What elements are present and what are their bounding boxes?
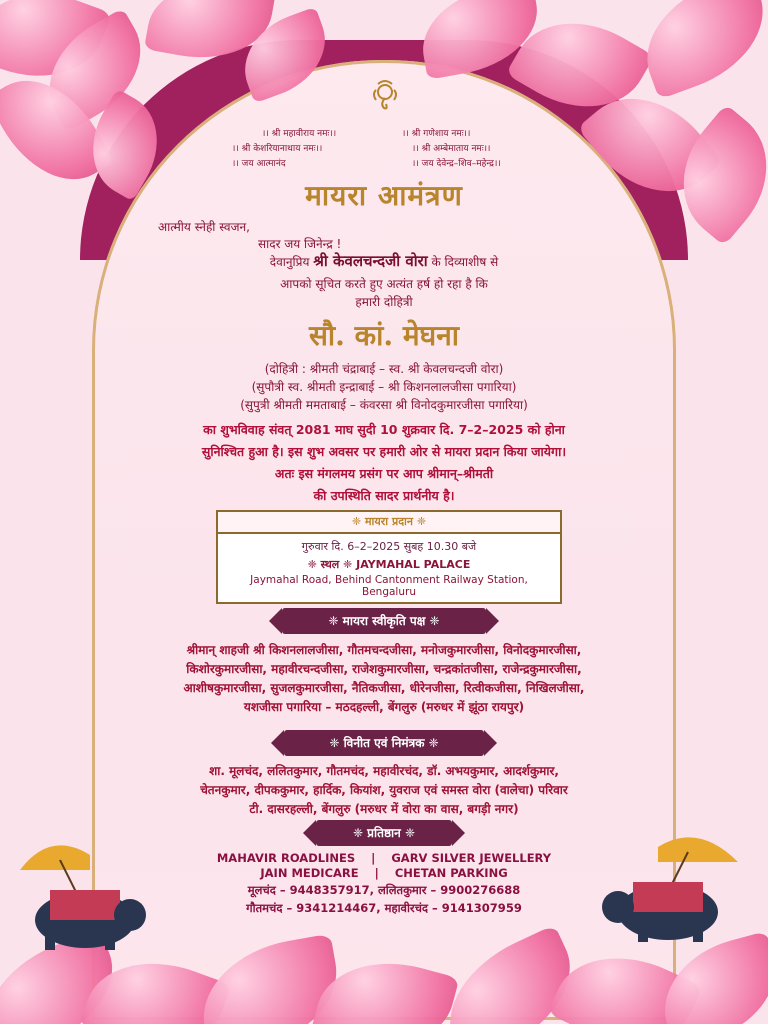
- mantra-right-3: ।। जय देवेन्द्र–शिव–महेन्द्र।।: [412, 159, 501, 169]
- greeting-line-1: आत्मीय स्नेही स्वजन,: [158, 220, 250, 234]
- venue-label: ❈ स्थल ❈: [307, 558, 353, 571]
- acceptance-line: किशोरकुमारजीसा, महावीरचन्दजीसा, राजेशकुमारजीसा, चन्द्रकांतजीसा, राजेन्द्रकुमारजीसा,: [186, 662, 582, 676]
- elephant-left-icon: [10, 830, 150, 950]
- invitation-title: मायरा आमंत्रण: [305, 179, 463, 212]
- hosts-line: चेतनकुमार, दीपककुमार, हार्दिक, कियांश, युवराज एवं समस्त वोरा (वालेचा) परिवार: [200, 783, 568, 797]
- elephant-right-icon: [598, 822, 738, 942]
- business-row-2: JAIN MEDICARE | CHETAN PARKING: [260, 866, 508, 880]
- acceptance-line: आशीषकुमारजीसा, सुजलकुमारजीसा, नैतिकजीसा, धीरेनजीसा, रित्वीकजीसा, निखिलजीसा,: [183, 681, 585, 695]
- greeting-line-2: सादर जय जिनेन्द्र !: [258, 237, 342, 251]
- hosts-banner: ❈ विनीत एवं निमंत्रक ❈: [284, 730, 484, 756]
- contact-row-2: गौतमचंद – 9341214467, महावीरचंद – 9141307959: [246, 901, 522, 915]
- relation-line: (सुपौत्री स्व. श्रीमती इन्द्राबाई – श्री किशनलालजीसा पगारिया): [251, 380, 517, 394]
- bride-name: सौ. कां. मेघना: [308, 319, 459, 352]
- mantra-right-1: ।। श्री गणेशाय नमः।।: [402, 129, 471, 139]
- mantra-left-2: ।। श्री केशरियानाथाय नमः।।: [232, 144, 323, 154]
- mantra-left-1: ।। श्री महावीराय नमः।।: [262, 129, 337, 139]
- contact-row-1: मूलचंद – 9448357917, ललितकुमार – 9900276688: [247, 883, 521, 897]
- acceptance-banner: ❈ मायरा स्वीकृति पक्ष ❈: [282, 608, 486, 634]
- relation-line: (दोहित्री : श्रीमती चंद्राबाई – स्व. श्री केवलचन्दजी वोरा): [264, 362, 504, 376]
- event-heading: ❈ मायरा प्रदान ❈: [218, 512, 560, 534]
- greeting-prefix: देवानुप्रिय: [269, 255, 310, 269]
- mantra-left-3: ।। जय आत्मानंद: [232, 159, 286, 169]
- business-row-1: MAHAVIR ROADLINES | GARV SILVER JEWELLERY: [216, 851, 552, 865]
- greeting-line-5: हमारी दोहित्री: [355, 295, 413, 309]
- greeting-line-4: आपको सूचित करते हुए अत्यंत हर्ष हो रहा है कि: [280, 277, 488, 291]
- announcement-line: अतः इस मंगलमय प्रसंग पर आप श्रीमान्–श्रीमती: [274, 466, 494, 481]
- venue-address-1: Jaymahal Road, Behind Cantonment Railway Station,: [250, 574, 528, 586]
- hosts-line: टी. दासरहल्ली, बेंगलुरु (मरुधर में वोरा का वास, बगड़ी नगर): [249, 802, 519, 816]
- venue-name: JAYMAHAL PALACE: [356, 558, 471, 571]
- relation-line: (सुपुत्री श्रीमती ममताबाई – कंवरसा श्री विनोदकुमारजीसा पगारिया): [240, 398, 528, 412]
- patriarch-name: श्री केवलचन्दजी वोरा: [313, 252, 428, 270]
- announcement-line: सुनिश्चित हुआ है। इस शुभ अवसर पर हमारी ओर से मायरा प्रदान किया जायेगा।: [201, 444, 567, 459]
- event-venue: [218, 557, 560, 572]
- mantra-right-2: ।। श्री अम्बेमाताय नमः।।: [412, 144, 491, 154]
- establishments-banner: ❈ प्रतिष्ठान ❈: [316, 820, 452, 846]
- venue-address-2: Bengaluru: [362, 586, 416, 598]
- ganesh-icon: [370, 78, 400, 112]
- acceptance-line: श्रीमान् शाहजी श्री किशनलालजीसा, गौतमचन्दजीसा, मनोजकुमारजीसा, विनोदकुमारजीसा,: [186, 643, 582, 657]
- greeting-suffix: के दिव्याशीष से: [431, 255, 499, 269]
- announcement-line: की उपस्थिति सादर प्रार्थनीय है।: [313, 488, 455, 503]
- announcement-line: का शुभविवाह संवत् 2081 माघ सुदी 10 शुक्रवार दि. 7–2–2025 को होना: [203, 422, 565, 437]
- event-datetime: गुरुवार दि. 6–2–2025 सुबह 10.30 बजे: [301, 540, 477, 553]
- acceptance-line: यशजीसा पगारिया – मठदहल्ली, बेंगलुरु (मरुधर में झूंठा रायपुर): [243, 700, 525, 714]
- hosts-line: शा. मूलचंद, ललितकुमार, गौतमचंद, महावीरचंद, डॉ. अभयकुमार, आदर्शकुमार,: [209, 764, 559, 778]
- greeting-line-3: [0, 251, 768, 271]
- event-box: [216, 510, 562, 604]
